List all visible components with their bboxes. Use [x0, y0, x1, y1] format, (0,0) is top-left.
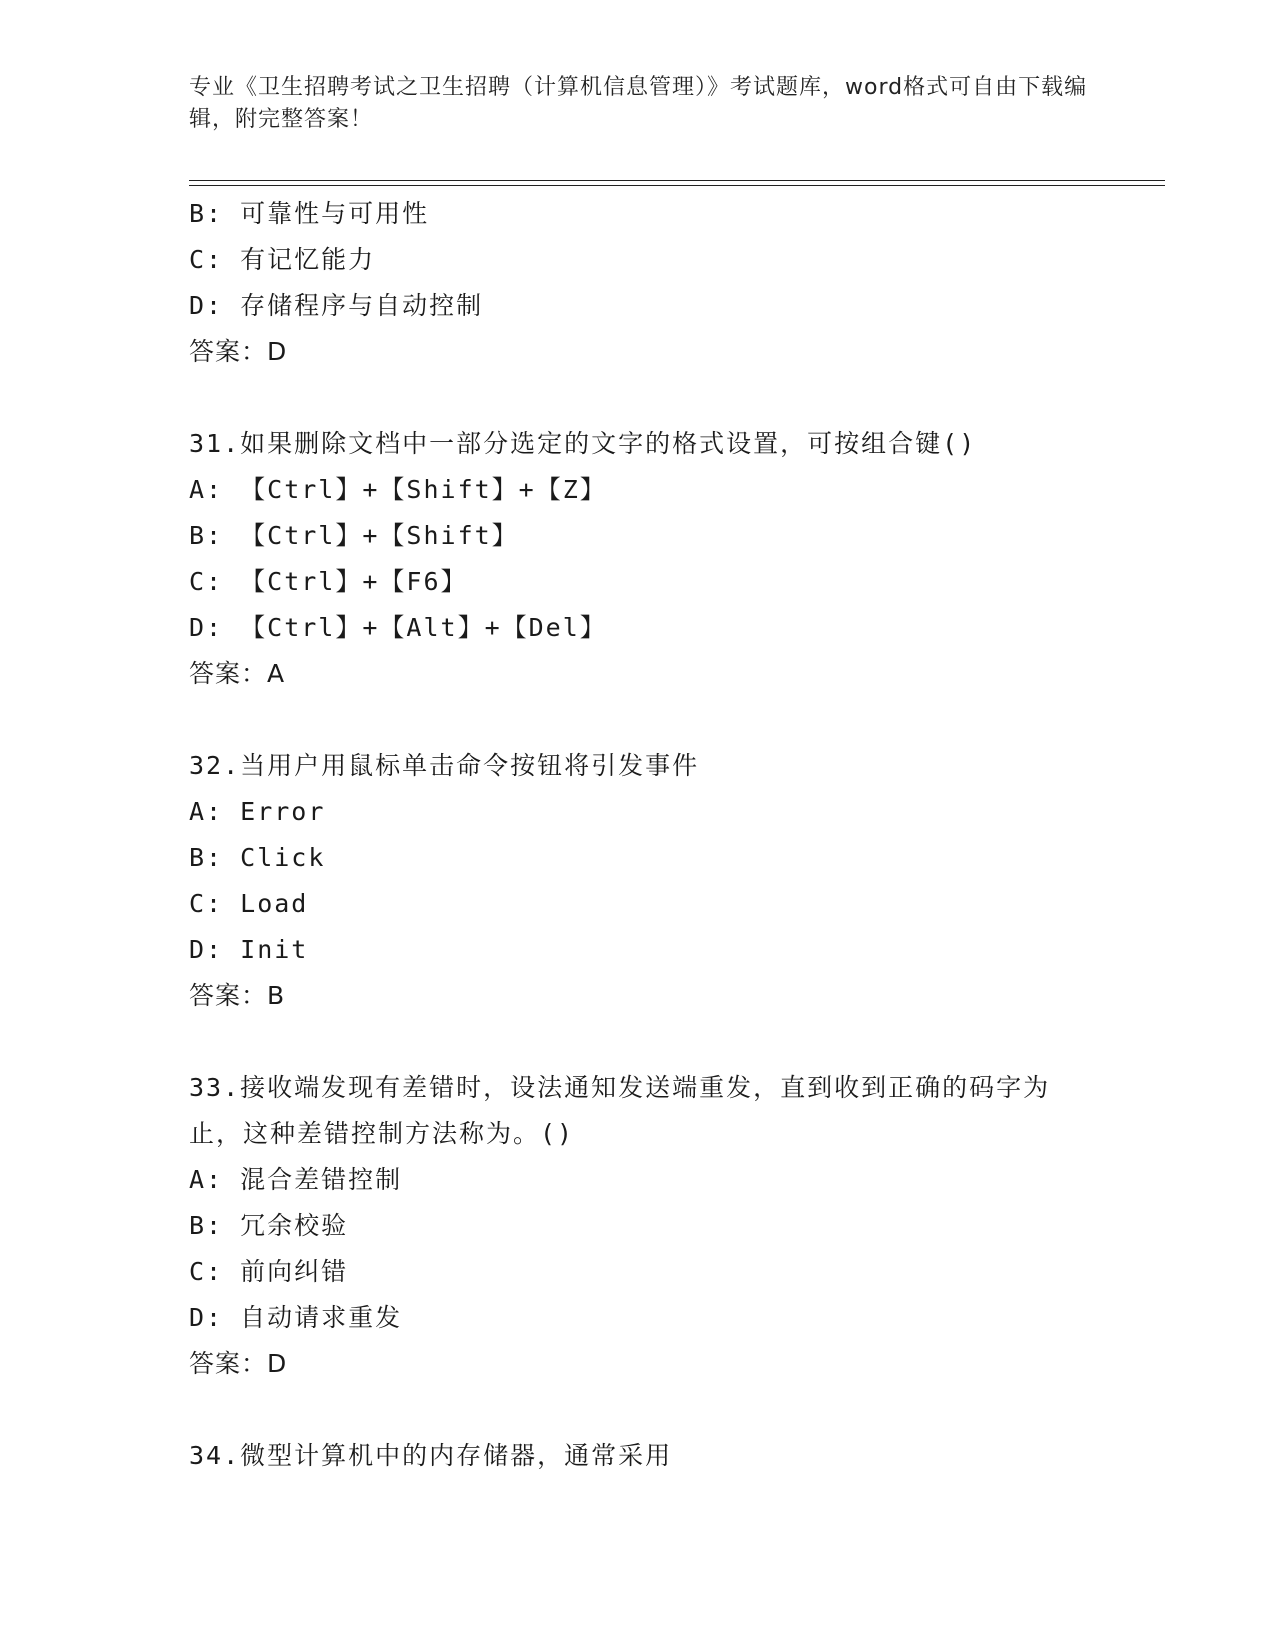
question-31: [189, 421, 1149, 697]
question-33: [189, 1065, 1149, 1387]
option-c: C: Load: [189, 889, 309, 918]
option-c: C: 【Ctrl】+【F6】: [189, 567, 468, 596]
answer-label: 答案：B: [189, 981, 286, 1010]
header-divider-bottom: [189, 185, 1165, 186]
question-32: [189, 743, 1149, 1019]
option-a: A: 混合差错控制: [189, 1165, 403, 1194]
option-a: A: Error: [189, 797, 326, 826]
option-c: C: 有记忆能力: [189, 245, 376, 274]
question-stem: 32.当用户用鼠标单击命令按钮将引发事件: [189, 751, 700, 780]
question-list: [189, 191, 1149, 1479]
question-34: [189, 1433, 1149, 1479]
option-d: D: Init: [189, 935, 309, 964]
option-c: C: 前向纠错: [189, 1257, 349, 1286]
answer-label: 答案：D: [189, 337, 288, 366]
option-d: D: 自动请求重发: [189, 1303, 403, 1332]
option-b: B: 【Ctrl】+【Shift】: [189, 521, 519, 550]
previous-question-continuation: [189, 191, 1149, 375]
header-divider-top: [189, 180, 1165, 181]
document-header: 专业《卫生招聘考试之卫生招聘（计算机信息管理）》考试题库，word格式可自由下载编辑，附完整答案！: [189, 75, 1088, 132]
option-d: D: 【Ctrl】+【Alt】+【Del】: [189, 613, 607, 642]
question-stem: 31.如果删除文档中一部分选定的文字的格式设置，可按组合键(): [189, 429, 977, 458]
option-b: B: 冗余校验: [189, 1211, 349, 1240]
option-a: A: 【Ctrl】+【Shift】+【Z】: [189, 475, 607, 504]
question-stem: 33.接收端发现有差错时，设法通知发送端重发，直到收到正确的码字为止，这种差错控制方法称为。(): [189, 1073, 1051, 1148]
answer-label: 答案：D: [189, 1349, 288, 1378]
option-b: B: 可靠性与可用性: [189, 199, 430, 228]
question-stem: 34.微型计算机中的内存储器，通常采用: [189, 1441, 673, 1470]
option-b: B: Click: [189, 843, 326, 872]
answer-label: 答案：A: [189, 659, 286, 688]
option-d: D: 存储程序与自动控制: [189, 291, 484, 320]
